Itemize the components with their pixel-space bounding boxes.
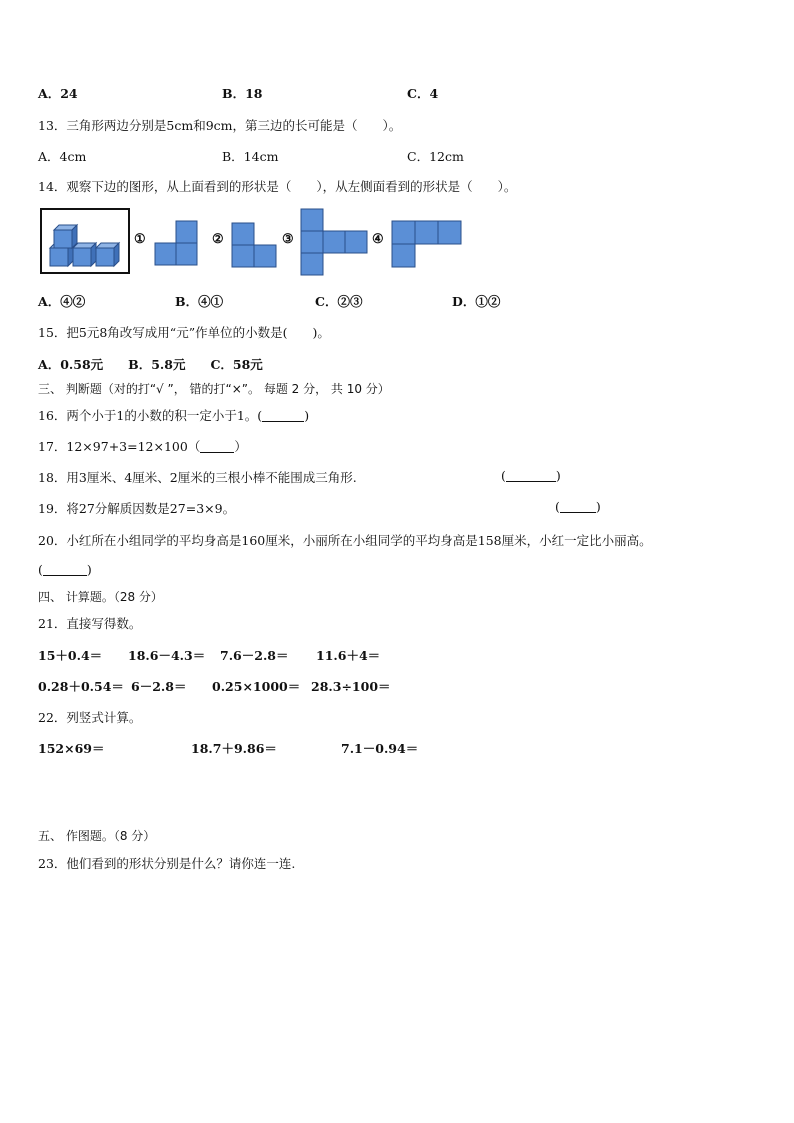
q17-close: ） [234, 439, 247, 454]
q17-answer-blank[interactable] [200, 440, 234, 453]
q21-r1-c3: 7.6－2.8＝ [220, 648, 289, 663]
q21-r2-c1: 0.28＋0.54＝ [38, 679, 124, 694]
q20-answer-blank[interactable] [43, 563, 87, 576]
q12-option-a: A．24 [38, 86, 78, 101]
q15-options: A．0.58元 B．5.8元 C．58元 [38, 357, 263, 372]
q16 [38, 406, 309, 424]
q18-close: ) [555, 468, 561, 483]
q15-stem: 15．把5元8角改写成用“元”作单位的小数是( )。 [38, 325, 330, 340]
q14-option-a: A．④② [38, 294, 86, 309]
view-label-2: ② [212, 232, 224, 247]
q18-text: 18．用3厘米、4厘米、2厘米的三根小棒不能围成三角形. [38, 470, 357, 485]
q21-r2-c3: 0.25×1000＝ [212, 679, 301, 694]
q18-answer-blank[interactable] [506, 469, 556, 482]
section-3-title: 三、 判断题（对的打“√ ”， 错的打“×”。 每题 2 分， 共 10 分） [38, 382, 390, 396]
q22-item-3: 7.1－0.94＝ [341, 741, 419, 756]
q21-r1-c2: 18.6－4.3＝ [128, 648, 206, 663]
q19-open: ( [555, 499, 560, 514]
q19-answer-blank[interactable] [560, 500, 596, 513]
q19-close: ) [595, 499, 601, 514]
q14-option-d: D．①② [452, 294, 501, 309]
q21-r2-c2: 6－2.8＝ [131, 679, 187, 694]
cube-arrangement [40, 208, 130, 274]
view-1 [154, 220, 198, 266]
section-4-title: 四、 计算题。（28 分） [38, 590, 163, 604]
q16-text: 16．两个小于1的小数的积一定小于1。( [38, 408, 263, 423]
q21-r2-c4: 28.3÷100＝ [311, 679, 391, 694]
view-4 [391, 220, 463, 268]
q21-stem: 21．直接写得数。 [38, 616, 142, 631]
q19-text: 19．将27分解质因数是27=3×9。 [38, 501, 236, 516]
q21-r1-c1: 15＋0.4＝ [38, 648, 103, 663]
q17-text: 17．12×97+3=12×100（ [38, 439, 201, 454]
q13-option-b: B．14cm [222, 149, 279, 164]
q14-option-c: C．②③ [315, 294, 363, 309]
q21-r1-c4: 11.6＋4＝ [316, 648, 381, 663]
q20-text: 20．小红所在小组同学的平均身高是160厘米，小丽所在小组同学的平均身高是158厘米，小红一定比小丽高。 [38, 533, 652, 548]
q14-option-b: B．④① [175, 294, 224, 309]
view-3 [300, 208, 370, 276]
q22-stem: 22．列竖式计算。 [38, 710, 142, 725]
q22-item-2: 18.7＋9.86＝ [191, 741, 277, 756]
q20-open: ( [38, 562, 43, 577]
q14-stem: 14．观察下边的图形，从上面看到的形状是（ ），从左侧面看到的形状是（ ）。 [38, 179, 517, 194]
q12-option-c: C．4 [407, 86, 439, 101]
q20-close: ) [86, 562, 92, 577]
section-5-title: 五、 作图题。（8 分） [38, 829, 156, 843]
view-label-3: ③ [282, 232, 294, 247]
view-label-1: ① [134, 232, 146, 247]
q22-item-1: 152×69＝ [38, 741, 105, 756]
view-label-4: ④ [372, 232, 384, 247]
q18-answer [501, 468, 561, 483]
q18-open: ( [501, 468, 506, 483]
q17 [38, 437, 247, 455]
q16-answer-blank[interactable] [262, 409, 304, 422]
q13-option-c: C．12cm [407, 149, 464, 164]
q23-stem: 23．他们看到的形状分别是什么？请你连一连. [38, 856, 296, 871]
q13-option-a: A．4cm [38, 149, 87, 164]
view-2 [231, 222, 277, 268]
q13-stem: 13．三角形两边分别是5cm和9cm，第三边的长可能是（ ）。 [38, 118, 402, 133]
q20-answer [38, 562, 92, 577]
q14-figure [40, 206, 470, 278]
q19-answer [555, 499, 601, 514]
q16-close: ) [304, 408, 310, 423]
q12-option-b: B．18 [222, 86, 263, 101]
